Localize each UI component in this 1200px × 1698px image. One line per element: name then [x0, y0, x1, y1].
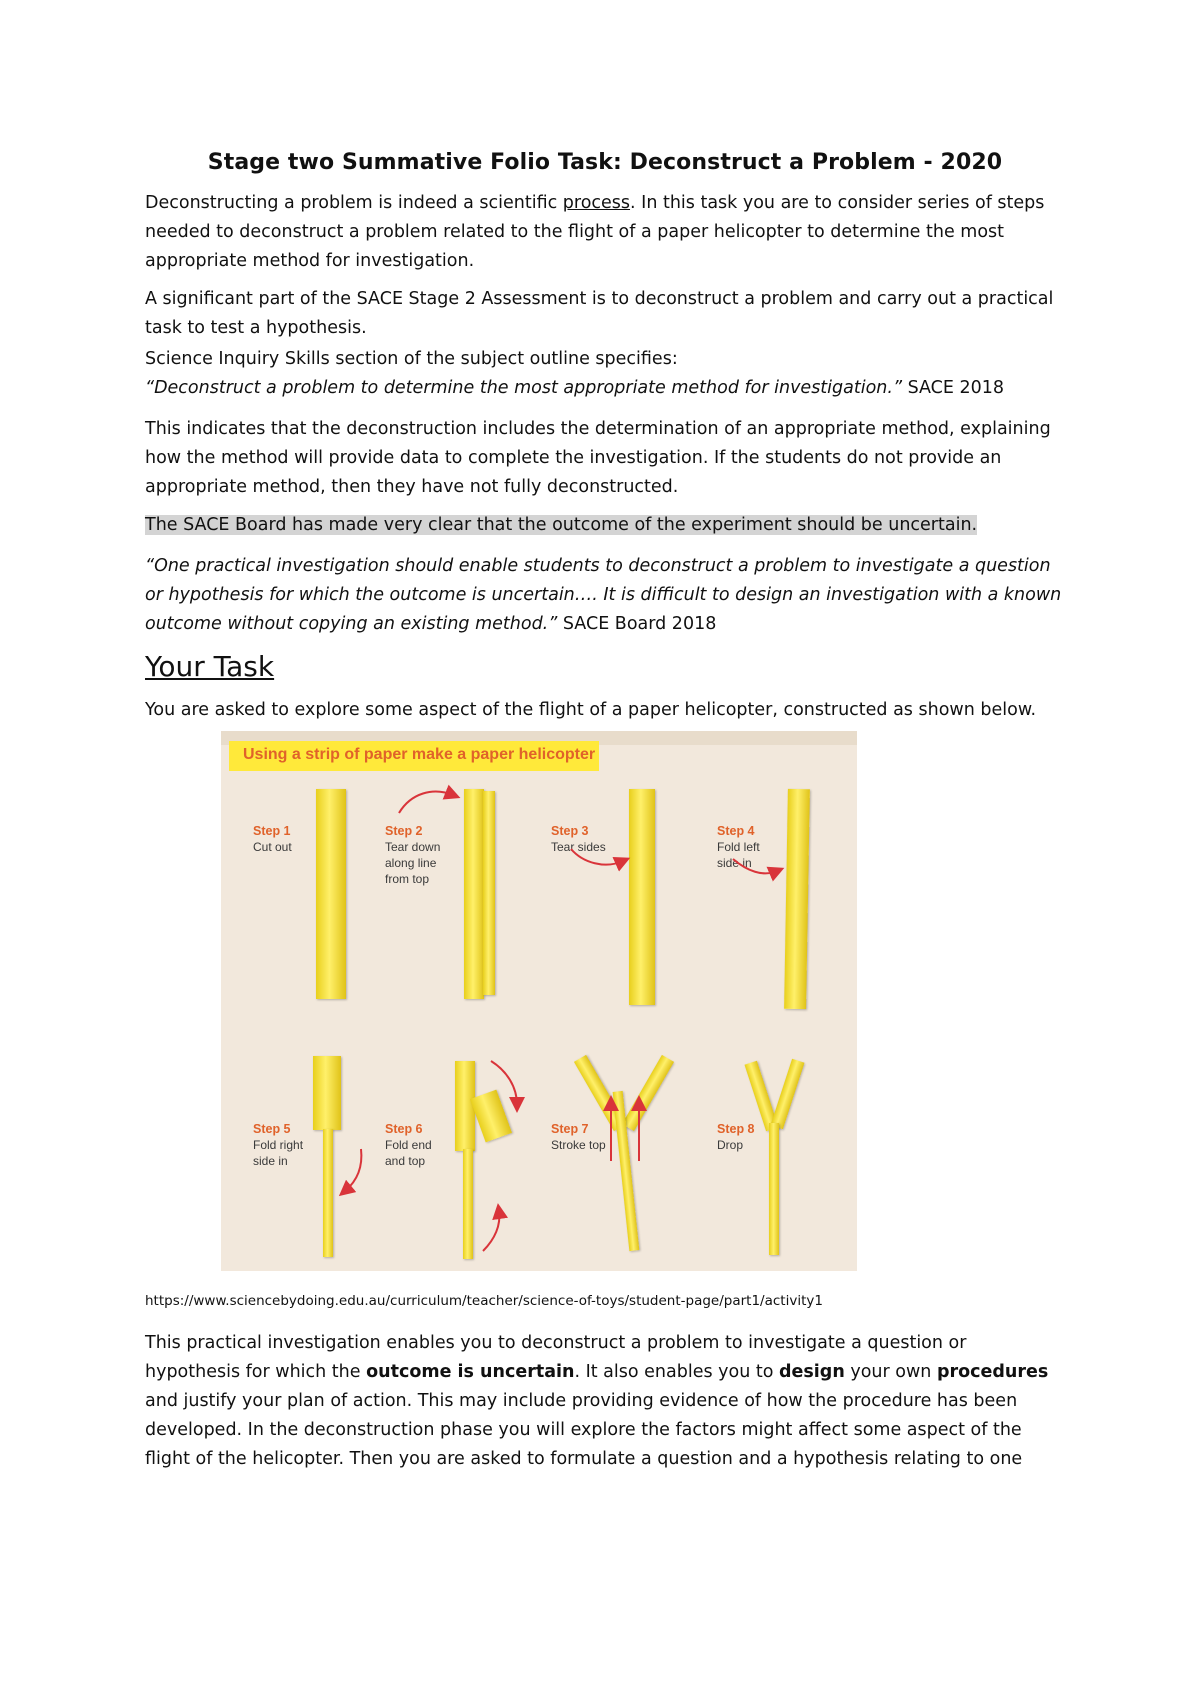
step-5: Step 5 Fold right side in [253, 1122, 304, 1168]
skills-paragraph: Science Inquiry Skills section of the subject outline specifies: [145, 349, 678, 369]
arrow-step3 [571, 849, 623, 865]
source-url[interactable]: https://www.sciencebydoing.edu.au/curriculum/teacher/science-of-toys/student-page/part1/activity1 [145, 1293, 823, 1309]
quote-sace-2018: “Deconstruct a problem to determine the most appropriate method for investigation.” SACE 2018 [145, 378, 1005, 398]
step-4: Step 4 Fold left side in [717, 824, 760, 870]
your-task-heading: Your Task [145, 650, 275, 683]
step-8: Step 8 Drop [717, 1122, 755, 1152]
assessment-paragraph: A significant part of the SACE Stage 2 Assessment is to deconstruct a problem and carry out a practical task to test a hypothesis. [145, 289, 1054, 338]
figure-banner: Using a strip of paper make a paper helicopter [229, 741, 599, 771]
arrow-step6-top [491, 1061, 517, 1105]
process-link[interactable]: process [562, 193, 631, 213]
step-7: Step 7 Stroke top [551, 1122, 606, 1152]
quote-sace-board-2018: “One practical investigation should enable students to deconstruct a problem to investigate a question or hypothesis for which the outcome is uncertain…. It is difficult to design an investigation with a known outcome without copying an existing method.” SACE Board 2018 [145, 556, 1062, 634]
step-arrows [221, 731, 857, 1271]
document-title: Stage two Summative Folio Task: Deconstruct a Problem - 2020 [207, 150, 1003, 175]
investigation-paragraph: This practical investigation enables you to deconstruct a problem to investigate a question or hypothesis for which the outcome is uncertain. It also enables you to design your own procedures and justify your plan of action. This may include providing evidence of how the procedure has been developed. In the deconstruction phase you will explore the factors might affect some aspect of the flight of the helicopter. Then you are asked to formulate a question and a hypothesis relating to one [145, 1333, 1049, 1469]
arrow-step5 [345, 1149, 361, 1191]
arrow-step4 [733, 859, 777, 873]
deconstruction-paragraph: This indicates that the deconstruction includes the determination of an appropriate method, explaining how the method will provide data to complete the investigation. If the students do not provide an appropriate method, then they have not fully deconstructed. [145, 419, 1051, 497]
step-6: Step 6 Fold end and top [385, 1122, 432, 1168]
highlight-paragraph [145, 511, 1065, 540]
step-1: Step 1 Cut out [253, 824, 292, 854]
document-page [145, 150, 1065, 1474]
step-3: Step 3 Tear sides [551, 824, 606, 854]
intro-paragraph: Deconstructing a problem is indeed a scientific process. In this task you are to consider series of steps needed to deconstruct a problem related to the flight of a paper helicopter to determine the most appropriate method for investigation. [145, 193, 1045, 271]
step-2: Step 2 Tear down along line from top [385, 824, 441, 886]
arrow-step6-bottom [483, 1211, 499, 1251]
arrow-step2 [399, 792, 453, 813]
highlighted-text: The SACE Board has made very clear that the outcome of the experiment should be uncertain. [145, 515, 978, 535]
helicopter-steps-figure [221, 731, 857, 1271]
task-paragraph: You are asked to explore some aspect of the flight of a paper helicopter, constructed as shown below. [145, 700, 1037, 720]
